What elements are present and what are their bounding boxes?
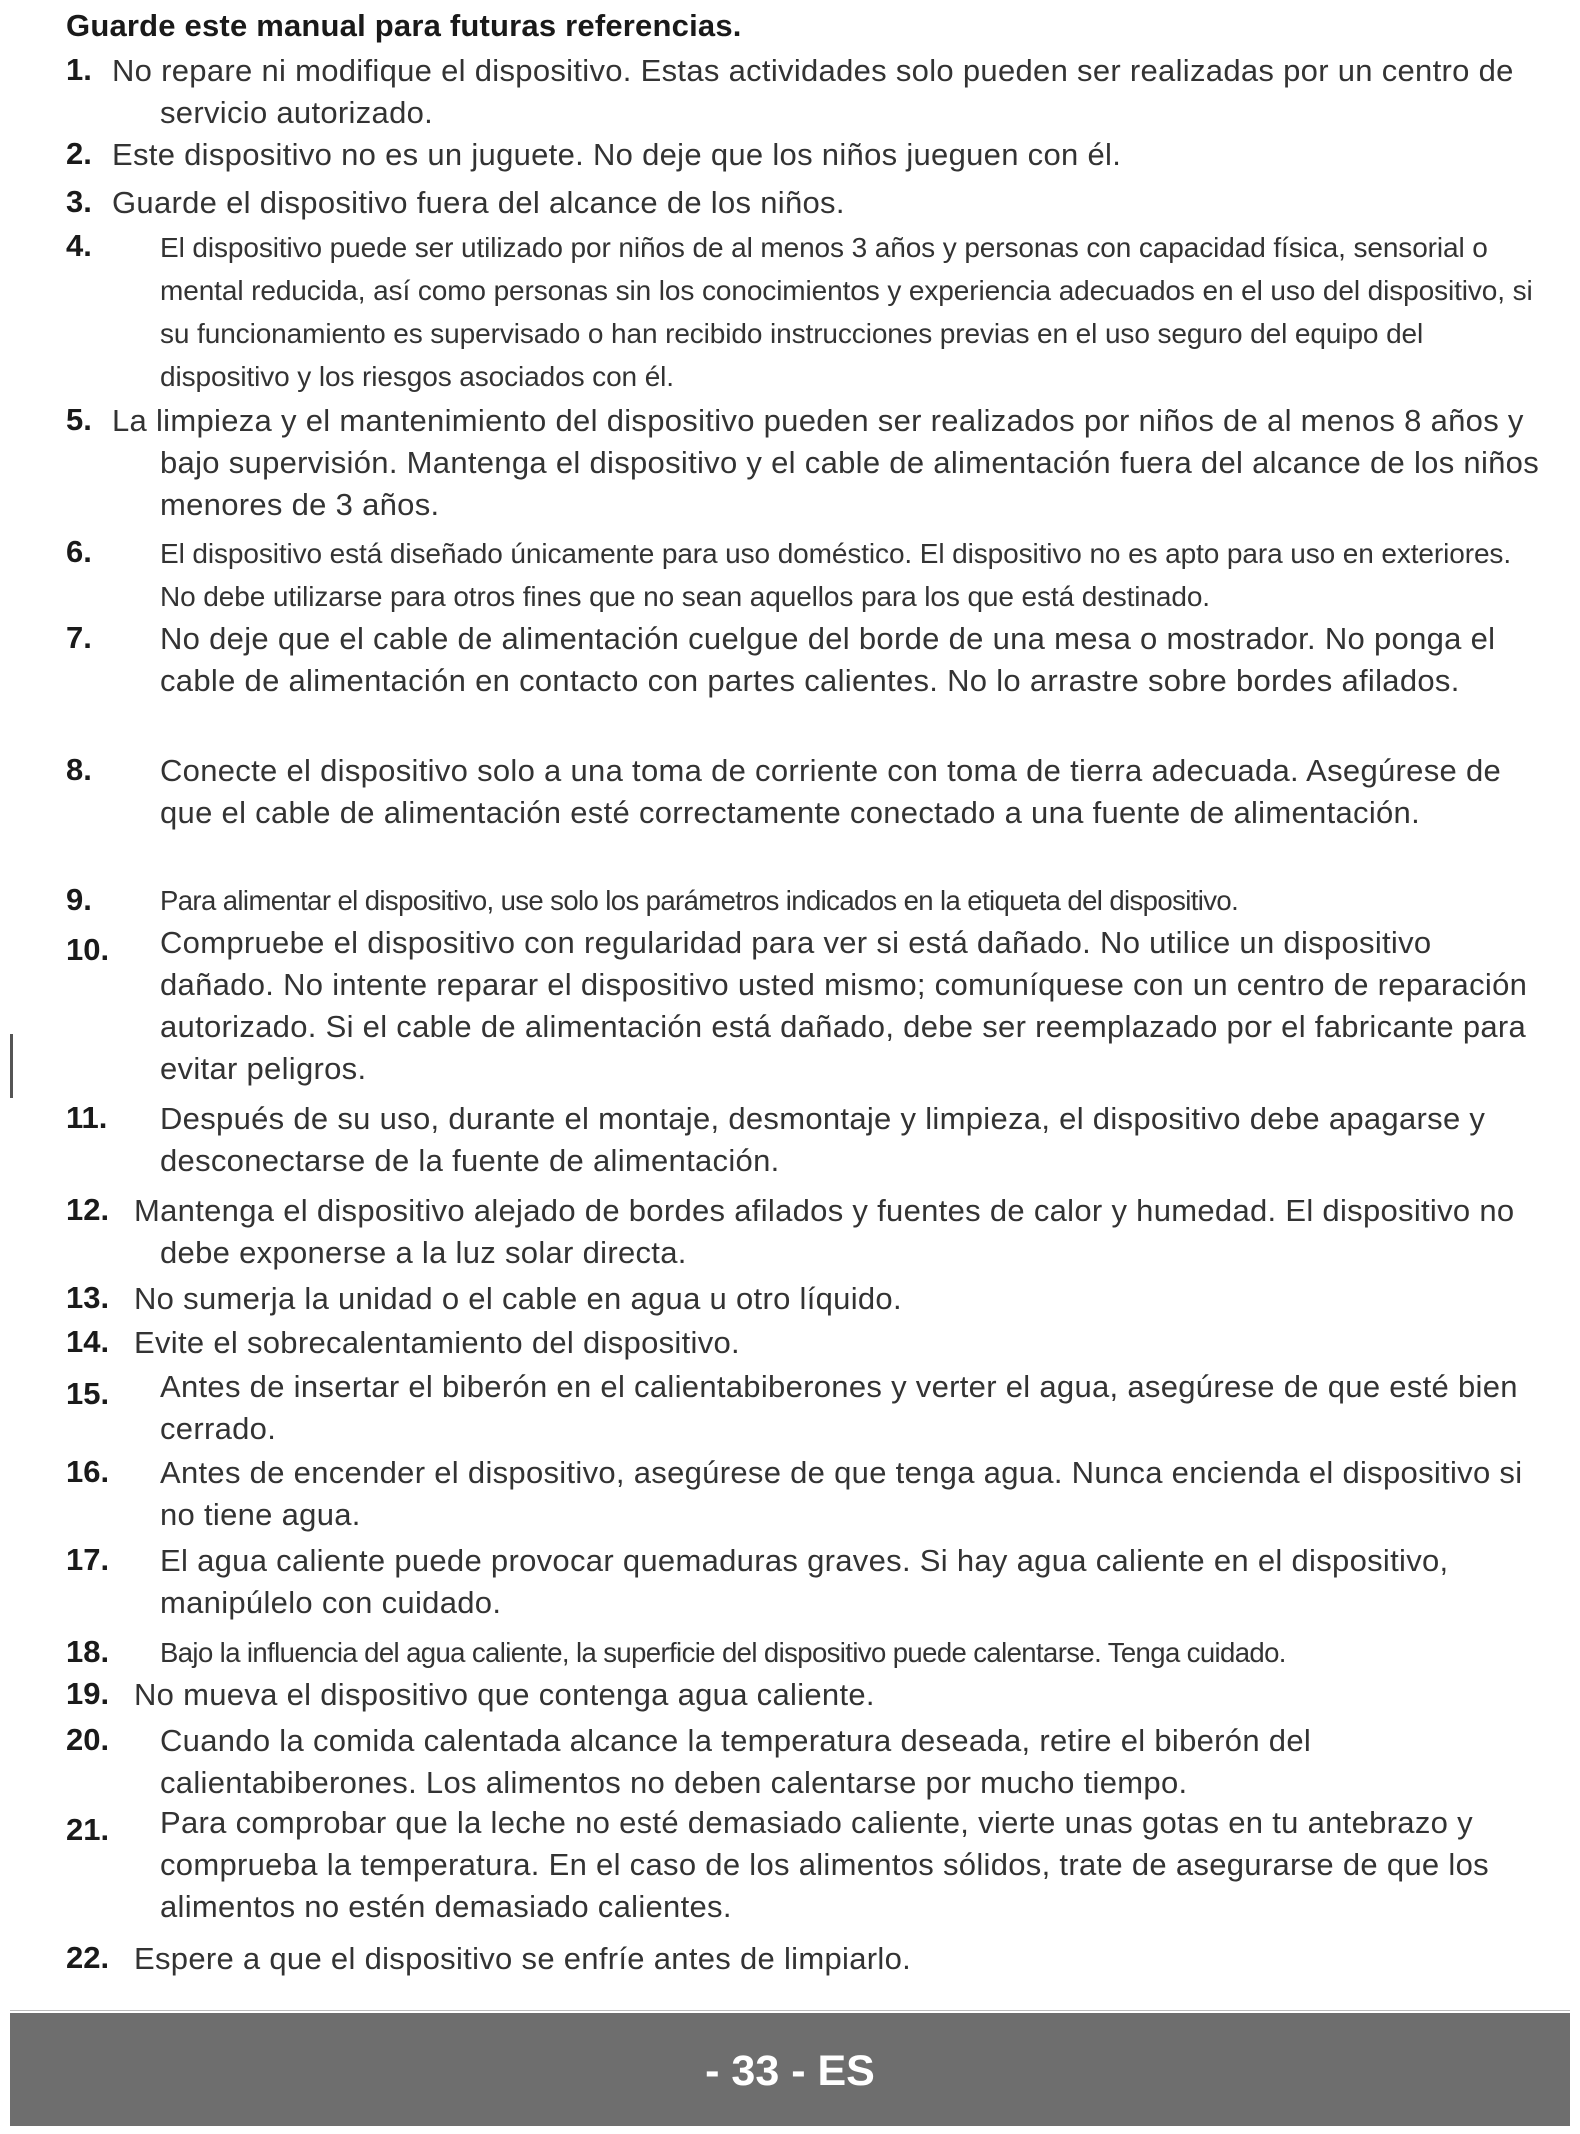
item-text: Para alimentar el dispositivo, use solo los parámetros indicados en la etiqueta del dispositivo. xyxy=(160,885,1239,916)
item-number: 13. xyxy=(66,1280,110,1315)
item-text: El dispositivo puede ser utilizado por niños de al menos 3 años y personas con capacidad física, sensorial o mental reducida, así como personas sin los conocimientos y experiencia adecuados en el uso del dispositivo, si su funcionamiento es supervisado o han recibido instrucciones previas en el uso seguro del equipo del dispositivo y los riesgos asociados con él. xyxy=(160,232,1533,392)
item-text: El dispositivo está diseñado únicamente para uso doméstico. El dispositivo no es apto para uso en exteriores. No debe utilizarse para otros fines que no sean aquellos para los que está destinado. xyxy=(160,538,1511,612)
item-number: 9. xyxy=(66,882,92,917)
item-number: 6. xyxy=(66,534,92,569)
item-number: 17. xyxy=(66,1542,110,1577)
item-text: No mueva el dispositivo que contenga agua caliente. xyxy=(134,1677,875,1712)
item-number: 18. xyxy=(66,1634,110,1669)
item-number: 4. xyxy=(66,228,92,263)
item-number: 3. xyxy=(66,184,92,219)
item-number: 1. xyxy=(66,52,92,87)
item-text: Antes de encender el dispositivo, asegúrese de que tenga agua. Nunca encienda el dispositivo si no tiene agua. xyxy=(160,1455,1523,1532)
item-number: 11. xyxy=(66,1100,108,1135)
item-number: 7. xyxy=(66,620,92,655)
item-text: No deje que el cable de alimentación cuelgue del borde de una mesa o mostrador. No ponga el cable de alimentación en contacto con partes calientes. No lo arrastre sobre bordes afilados. xyxy=(160,621,1496,698)
item-number: 15. xyxy=(66,1376,110,1411)
item-text: Guarde el dispositivo fuera del alcance de los niños. xyxy=(112,185,845,220)
footer-divider xyxy=(10,2010,1570,2011)
item-text: Antes de insertar el biberón en el calientabiberones y verter el agua, asegúrese de que esté bien cerrado. xyxy=(160,1369,1518,1446)
item-text: No repare ni modifique el dispositivo. Estas actividades solo pueden ser realizadas por un centro de servicio autorizado. xyxy=(112,53,1514,130)
item-text: Espere a que el dispositivo se enfríe antes de limpiarlo. xyxy=(134,1941,912,1976)
item-number: 10. xyxy=(66,932,110,967)
page-heading: Guarde este manual para futuras referencias. xyxy=(66,8,742,43)
item-text: Cuando la comida calentada alcance la temperatura deseada, retire el biberón del calientabiberones. Los alimentos no deben calentarse por mucho tiempo. xyxy=(160,1723,1312,1800)
item-number: 22. xyxy=(66,1940,110,1975)
item-text: Evite el sobrecalentamiento del dispositivo. xyxy=(134,1325,740,1360)
item-text: Bajo la influencia del agua caliente, la superficie del dispositivo puede calentarse. Tenga cuidado. xyxy=(160,1637,1286,1668)
item-text: Mantenga el dispositivo alejado de bordes afilados y fuentes de calor y humedad. El dispositivo no debe exponerse a la luz solar directa. xyxy=(134,1193,1515,1270)
item-number: 16. xyxy=(66,1454,110,1489)
item-text: El agua caliente puede provocar quemaduras graves. Si hay agua caliente en el dispositivo, manipúlelo con cuidado. xyxy=(160,1543,1449,1620)
item-number: 19. xyxy=(66,1676,110,1711)
margin-mark xyxy=(10,1034,13,1098)
item-text: La limpieza y el mantenimiento del dispositivo pueden ser realizados por niños de al menos 8 años y bajo supervisión. Mantenga el dispositivo y el cable de alimentación fuera del alcance de los niños menores de 3 años. xyxy=(112,403,1540,522)
item-number: 5. xyxy=(66,402,92,437)
item-number: 2. xyxy=(66,136,92,171)
item-number: 8. xyxy=(66,752,92,787)
item-number: 21. xyxy=(66,1812,110,1847)
item-number: 20. xyxy=(66,1722,110,1757)
item-text: Compruebe el dispositivo con regularidad para ver si está dañado. No utilice un dispositivo dañado. No intente reparar el dispositivo usted mismo; comuníquese con un centro de reparación autorizado. Si el cable de alimentación está dañado, debe ser reemplazado por el fabricante para evitar peligros. xyxy=(160,925,1528,1086)
item-text: Para comprobar que la leche no esté demasiado caliente, vierte unas gotas en tu antebrazo y comprueba la temperatura. En el caso de los alimentos sólidos, trate de asegurarse de que los alimentos no estén demasiado calientes. xyxy=(160,1805,1489,1924)
item-text: Este dispositivo no es un juguete. No deje que los niños jueguen con él. xyxy=(112,137,1122,172)
item-number: 12. xyxy=(66,1192,110,1227)
item-number: 14. xyxy=(66,1324,110,1359)
item-text: Después de su uso, durante el montaje, desmontaje y limpieza, el dispositivo debe apagarse y desconectarse de la fuente de alimentación. xyxy=(160,1101,1486,1178)
page-number-label: - 33 - ES xyxy=(705,2047,875,2095)
page-footer xyxy=(10,2013,1570,2126)
item-text: Conecte el dispositivo solo a una toma de corriente con toma de tierra adecuada. Asegúrese de que el cable de alimentación esté correctamente conectado a una fuente de alimentación. xyxy=(160,753,1502,830)
item-text: No sumerja la unidad o el cable en agua u otro líquido. xyxy=(134,1281,902,1316)
